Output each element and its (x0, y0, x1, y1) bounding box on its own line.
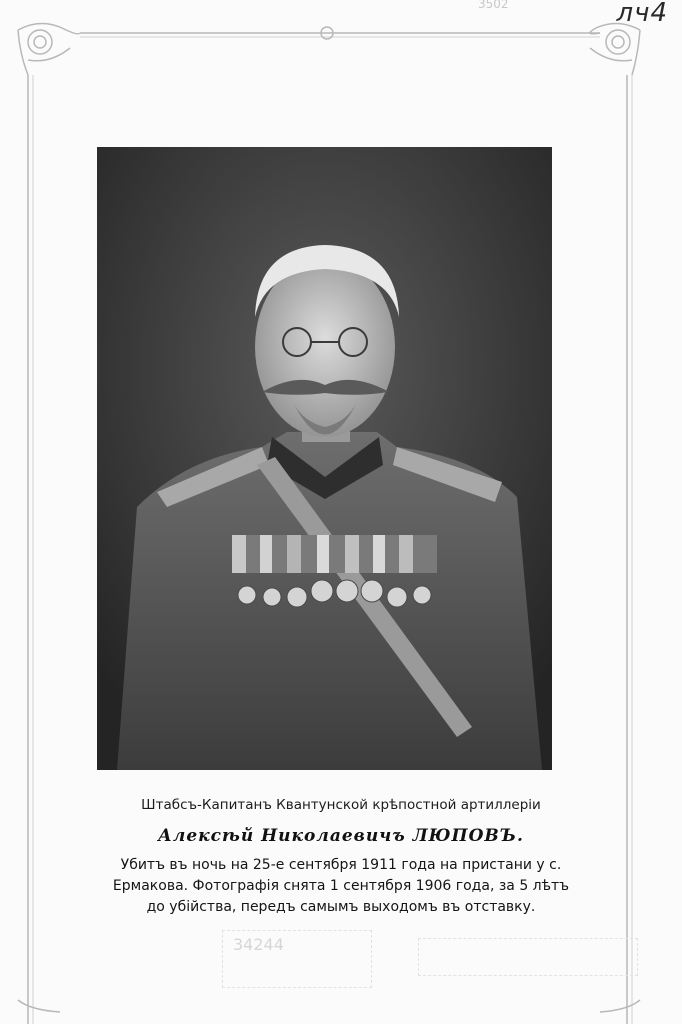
handwritten-page-number: лч4 (616, 0, 668, 28)
caption-body-line: Ермакова. Фотографія снята 1 сентября 1906 года, за 5 лѣтъ (112, 878, 570, 894)
library-stamp-left (222, 930, 372, 988)
caption-body (60, 855, 622, 918)
faint-archive-number: 3502 (478, 0, 509, 11)
caption-body-line: до убійства, передъ самымъ выходомъ въ отставку. (146, 899, 536, 915)
library-stamp-right (418, 938, 638, 976)
portrait-photo (97, 147, 552, 770)
caption-name-line: Алексѣй Николаевичъ ЛЮПОВЪ. (158, 826, 524, 846)
stamp-number: 34244 (233, 935, 284, 954)
caption-rank-line: Штабсъ-Капитанъ Квантунской крѣпостной артиллеріи (141, 797, 541, 813)
caption-body-line: Убитъ въ ночь на 25-е сентября 1911 года на пристани у с. (120, 857, 562, 873)
